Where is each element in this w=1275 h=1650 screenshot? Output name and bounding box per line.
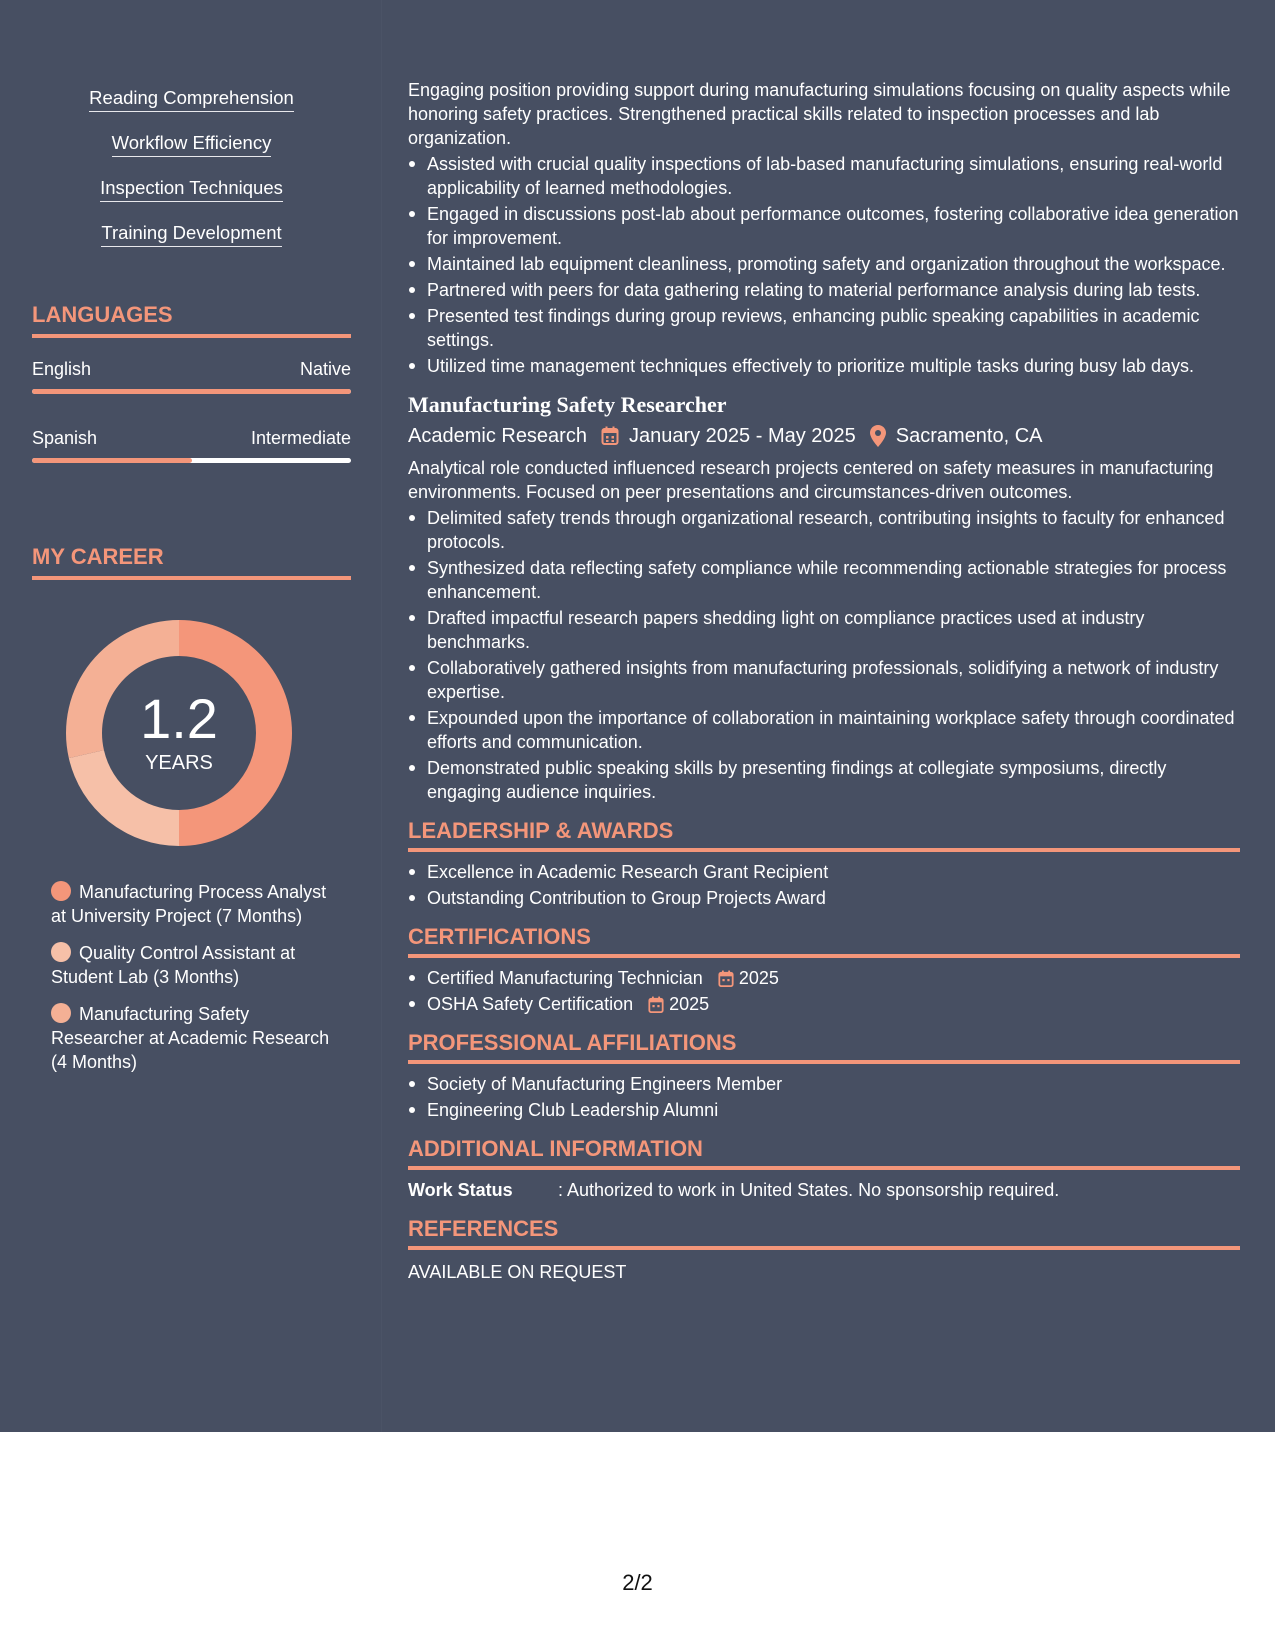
language-bar-fill	[32, 458, 192, 463]
job-location: Sacramento, CA	[895, 425, 1043, 447]
language-level: Native	[299, 359, 351, 379]
bullet-item: Partnered with peers for data gathering relating to material performance analysis during lab tests.	[408, 278, 1240, 302]
award-item: Excellence in Academic Research Grant Recipient	[408, 860, 1240, 884]
language-name: English	[32, 359, 92, 379]
certification-item	[408, 966, 1240, 990]
job-meta	[408, 422, 1240, 450]
work-status-value: : Authorized to work in United States. No sponsorship required.	[558, 1180, 1060, 1200]
job-dates: January 2025 - May 2025	[628, 425, 856, 447]
sidebar	[0, 0, 382, 1432]
certification-name: OSHA Safety Certification	[427, 994, 634, 1014]
career-donut-chart	[66, 620, 292, 846]
work-status-row	[408, 1178, 1240, 1202]
legend-dot-icon	[51, 881, 71, 901]
language-row-english	[32, 359, 351, 380]
skill-item: Reading Comprehension	[32, 86, 351, 112]
bullet-item: Expounded upon the importance of collaboration in maintaining workplace safety through coordinated efforts and communication.	[408, 706, 1240, 754]
skill-item: Training Development	[32, 221, 351, 247]
awards-list	[408, 860, 1240, 910]
affiliation-item: Society of Manufacturing Engineers Member	[408, 1072, 1240, 1096]
bullet-item: Drafted impactful research papers shedding light on compliance practices used at industry benchmarks.	[408, 606, 1240, 654]
bullet-item: Utilized time management techniques effectively to prioritize multiple tasks during busy lab days.	[408, 354, 1240, 378]
career-legend	[51, 880, 331, 1087]
career-legend-item: Manufacturing Safety Researcher at Academic Research (4 Months)	[51, 1004, 330, 1072]
certifications-heading: CERTIFICATIONS	[408, 924, 1240, 958]
calendar-icon	[718, 970, 734, 988]
career-years-unit: YEARS	[145, 752, 213, 774]
bullet-item: Presented test findings during group reviews, enhancing public speaking capabilities in academic settings.	[408, 304, 1240, 352]
legend-dot-icon	[51, 1003, 71, 1023]
calendar-icon	[601, 426, 619, 446]
job-summary: Analytical role conducted influenced research projects centered on safety measures in manufacturing environments. Focused on peer presentations and circumstances-driven outcomes.	[408, 458, 1214, 502]
skill-item: Workflow Efficiency	[32, 131, 351, 157]
experience-entry	[408, 390, 1240, 804]
language-bar-spanish	[32, 458, 351, 463]
certification-item	[408, 992, 1240, 1016]
awards-heading: LEADERSHIP & AWARDS	[408, 818, 1240, 852]
certification-name: Certified Manufacturing Technician	[427, 968, 703, 988]
work-status-label: Work Status	[408, 1180, 513, 1200]
affiliation-item: Engineering Club Leadership Alumni	[408, 1098, 1240, 1122]
certification-year: 2025	[669, 994, 710, 1014]
award-item: Outstanding Contribution to Group Projects Award	[408, 886, 1240, 910]
career-legend-item: Manufacturing Process Analyst at University Project (7 Months)	[51, 882, 327, 926]
affiliations-list	[408, 1072, 1240, 1122]
skills-list	[32, 86, 351, 266]
job-bullets	[408, 506, 1240, 804]
language-bar-english	[32, 389, 351, 394]
job-bullets	[408, 152, 1240, 378]
bullet-item: Engaged in discussions post-lab about performance outcomes, fostering collaborative idea generation for improvement.	[408, 202, 1240, 250]
bullet-item: Collaboratively gathered insights from manufacturing professionals, solidifying a network of industry expertise.	[408, 656, 1240, 704]
bullet-item: Assisted with crucial quality inspections of lab-based manufacturing simulations, ensuring real-world applicability of learned methodologies.	[408, 152, 1240, 200]
career-legend-item: Quality Control Assistant at Student Lab (3 Months)	[51, 943, 296, 987]
page-number: 2/2	[622, 1570, 653, 1595]
job-title: Manufacturing Safety Researcher	[408, 392, 727, 417]
language-name: Spanish	[32, 428, 98, 448]
career-years-value: 1.2	[140, 687, 218, 750]
job-summary: Engaging position providing support during manufacturing simulations focusing on quality aspects while honoring safety practices. Strengthened practical skills related to inspection processes and lab organization.	[408, 80, 1231, 148]
legend-dot-icon	[51, 942, 71, 962]
references-heading: REFERENCES	[408, 1216, 1240, 1250]
bullet-item: Delimited safety trends through organizational research, contributing insights to faculty for enhanced protocols.	[408, 506, 1240, 554]
additional-info-heading: ADDITIONAL INFORMATION	[408, 1136, 1240, 1170]
job-company: Academic Research	[408, 425, 587, 447]
location-pin-icon	[870, 425, 886, 447]
certifications-list	[408, 966, 1240, 1016]
affiliations-heading: PROFESSIONAL AFFILIATIONS	[408, 1030, 1240, 1064]
career-heading: MY CAREER	[32, 544, 351, 580]
bullet-item: Synthesized data reflecting safety compliance while recommending actionable strategies for process enhancement.	[408, 556, 1240, 604]
bullet-item: Demonstrated public speaking skills by presenting findings at collegiate symposiums, directly engaging audience inquiries.	[408, 756, 1240, 804]
calendar-icon	[648, 996, 664, 1014]
main-content	[408, 78, 1240, 1284]
experience-entry	[408, 78, 1240, 378]
references-text: AVAILABLE ON REQUEST	[408, 1262, 627, 1282]
bullet-item: Maintained lab equipment cleanliness, promoting safety and organization throughout the workspace.	[408, 252, 1240, 276]
skill-item: Inspection Techniques	[32, 176, 351, 202]
certification-year: 2025	[738, 968, 779, 988]
languages-heading: LANGUAGES	[32, 302, 351, 338]
language-row-spanish	[32, 428, 351, 449]
language-level: Intermediate	[250, 428, 351, 448]
language-bar-fill	[32, 389, 351, 394]
